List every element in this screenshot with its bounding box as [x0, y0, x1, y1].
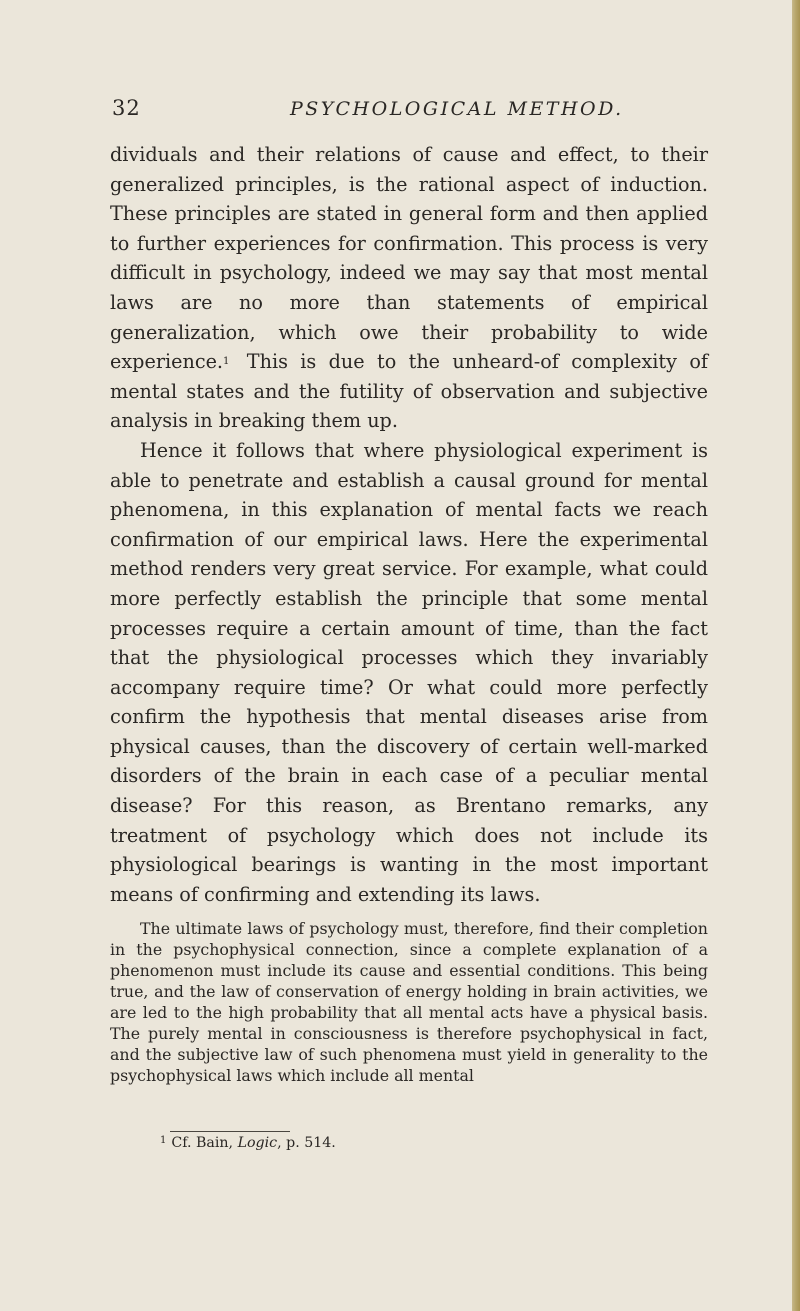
paragraph-2: Hence it follows that where physiological experiment is able to penetrate and establish a causal ground for mental phenomena, in this explanation of mental facts we reach confirmation of our empirical laws. Here the experimental method renders very great service. For example, what could more perfectly establish the principle that some mental processes require a certain amount of time, than the fact that the physiological processes which they invariably accompany require time? Or what could more perfectly confirm the hypothesis that mental diseases arise from physical causes, than the discovery of certain well-marked disorders of the brain in each case of a peculiar mental disease? For this reason, as Brentano remarks, any treatment of psychology which does not include its physiological bearings is wanting in the most important means of confirming and extending its laws.	[110, 438, 708, 906]
page-number: 32	[112, 96, 141, 120]
footnote-text-after: , p. 514.	[277, 1135, 336, 1151]
running-title: PSYCHOLOGICAL METHOD.	[290, 98, 624, 120]
paragraph-1	[110, 140, 708, 436]
footnote-reference: 1	[223, 356, 230, 368]
body-text	[110, 140, 708, 1086]
paragraph-1-text-continued: This is due to the unheard-of complexity of mental states and the futility of observation and subjective analysis in breaking them up.	[110, 350, 708, 433]
paragraph-3: The ultimate laws of psychology must, therefore, find their completion in the psychophysical connection, since a complete explanation of a phenomenon must include its cause and essential conditions. This being true, and the law of conservation of energy holding in brain activities, we are led to the high probability that all mental acts have a physical basis. The purely mental in consciousness is therefore psychophysical in fact, and the subjective law of such phenomena must yield in generality to the psychophysical laws which include all mental	[110, 919, 708, 1086]
page-edge	[792, 0, 800, 1311]
paragraph-1-text: dividuals and their relations of cause and effect, to their generalized principles, is the rational aspect of induction. These principles are stated in general form and then applied to further experiences for confirmation. This process is very difficult in psychology, indeed we may say that most mental laws are no more than statements of empirical generalization, which owe their probability to wide experience.	[110, 143, 708, 374]
footnote	[160, 1131, 336, 1153]
footnote-mark: 1	[160, 1135, 167, 1146]
footnote-italic-title: Logic	[237, 1135, 278, 1151]
footnote-text-before: Cf. Bain,	[171, 1135, 238, 1151]
running-head	[112, 96, 712, 128]
